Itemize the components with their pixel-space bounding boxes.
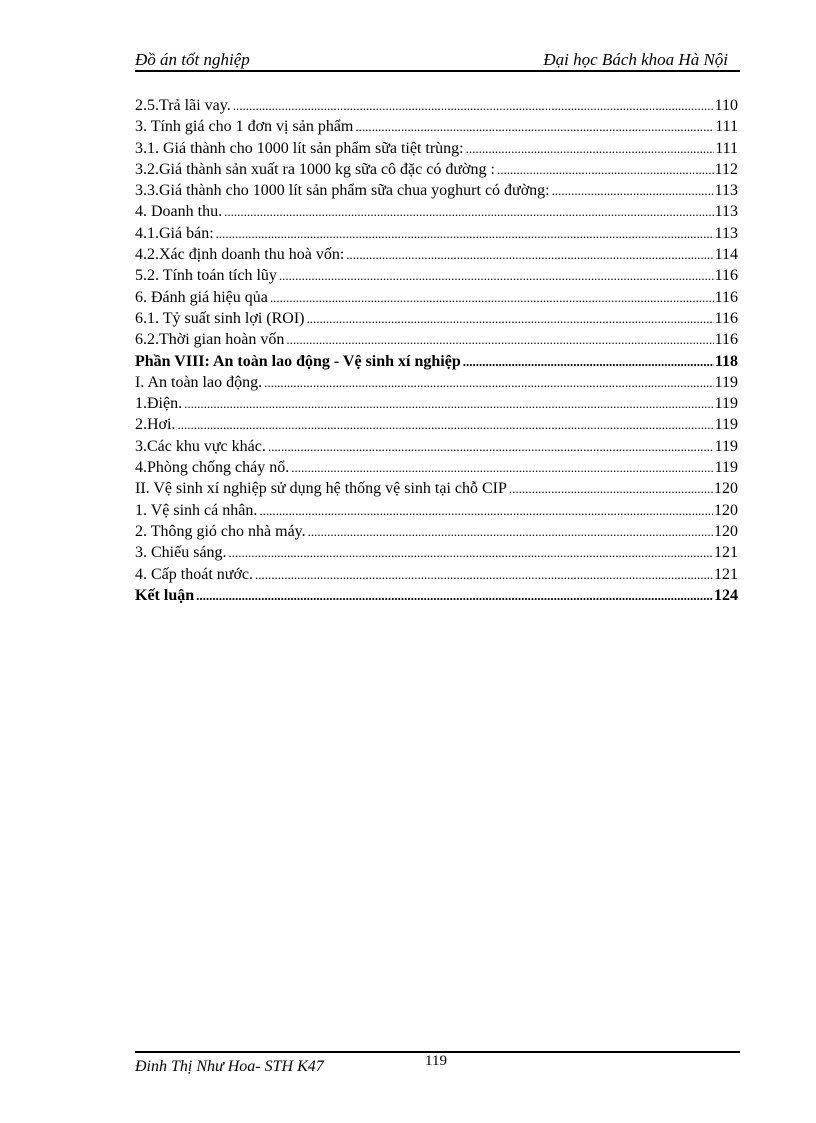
- toc-entry: [135, 566, 738, 587]
- toc-entry: [135, 331, 738, 352]
- toc-entry-page: 113: [714, 224, 738, 242]
- toc-entry: [135, 353, 738, 374]
- toc-entry-page: 113: [714, 203, 738, 221]
- toc-entry: [135, 416, 738, 437]
- toc-entry-page: 121: [714, 565, 738, 583]
- toc-entry-title: Kết luận: [135, 586, 195, 604]
- toc-entry: [135, 118, 738, 139]
- toc-entry-page: 120: [714, 480, 738, 498]
- toc-entry: [135, 225, 738, 246]
- toc-entry: [135, 523, 738, 544]
- toc-entry: [135, 395, 738, 416]
- toc-dot-leader: [233, 98, 714, 114]
- toc-entry-title: 4.2.Xác định doanh thu hoà vốn:: [135, 246, 345, 264]
- toc-entry-title: 1.Điện.: [135, 395, 183, 413]
- header-document-type: Đồ án tốt nghiệp: [135, 50, 250, 69]
- toc-entry-page: 120: [714, 522, 738, 540]
- toc-entry-title: 3.1. Giá thành cho 1000 lít sản phẩm sữa tiệt trùng:: [135, 139, 464, 157]
- toc-dot-leader: [509, 481, 713, 497]
- toc-dot-leader: [255, 567, 713, 583]
- toc-entry: [135, 438, 738, 459]
- toc-entry: [135, 203, 738, 224]
- toc-entry: [135, 161, 738, 182]
- toc-entry-title: 3.2.Giá thành sản xuất ra 1000 kg sữa cô đặc có đường :: [135, 160, 495, 178]
- toc-dot-leader: [268, 439, 714, 455]
- toc-entry: [135, 587, 738, 608]
- toc-dot-leader: [346, 247, 713, 263]
- toc-entry-page: 110: [714, 97, 738, 114]
- toc-entry: [135, 502, 738, 523]
- toc-dot-leader: [307, 311, 714, 327]
- toc-entry-title: 6. Đánh giá hiệu qủa: [135, 288, 268, 306]
- toc-entry-title: 2.5.Trả lãi vay.: [135, 97, 231, 114]
- toc-dot-leader: [270, 290, 714, 306]
- toc-entry-page: 114: [714, 246, 738, 264]
- page-number: 119: [425, 1053, 447, 1069]
- toc-dot-leader: [552, 183, 714, 199]
- toc-dot-leader: [497, 162, 714, 178]
- table-of-contents: [135, 97, 738, 608]
- toc-entry: [135, 97, 738, 118]
- toc-entry: [135, 182, 738, 203]
- toc-entry-title: 4. Cấp thoát nước.: [135, 565, 253, 583]
- toc-entry-page: 119: [714, 416, 738, 434]
- toc-entry-title: 2. Thông gió cho nhà máy.: [135, 522, 306, 540]
- toc-dot-leader: [177, 417, 713, 433]
- toc-entry-title: Phần VIII: An toàn lao động - Vệ sinh xí nghiệp: [135, 352, 461, 370]
- toc-entry-title: 3.Các khu vực khác.: [135, 437, 266, 455]
- toc-entry-page: 116: [714, 288, 738, 306]
- toc-entry-title: 3. Chiếu sáng.: [135, 544, 227, 562]
- toc-entry-title: 3. Tính giá cho 1 đơn vị sản phẩm: [135, 118, 354, 136]
- toc-entry-title: I. An toàn lao động.: [135, 373, 263, 391]
- toc-entry-title: 4.Phòng chống cháy nổ.: [135, 459, 290, 477]
- toc-entry-page: 119: [714, 373, 738, 391]
- toc-entry-title: 6.1. Tỷ suất sinh lợi (ROI): [135, 309, 305, 327]
- toc-entry: [135, 480, 738, 501]
- toc-dot-leader: [286, 332, 713, 348]
- header-university: Đại học Bách khoa Hà Nội: [543, 50, 728, 69]
- toc-entry-page: 116: [714, 331, 738, 349]
- toc-entry-title: 2.Hơi.: [135, 416, 176, 434]
- toc-entry-title: 4.1.Giá bán:: [135, 224, 214, 242]
- footer-author: Đinh Thị Như Hoa- STH K47: [135, 1058, 324, 1075]
- toc-dot-leader: [466, 141, 715, 157]
- toc-dot-leader: [184, 396, 713, 412]
- toc-entry-title: 1. Vệ sinh cá nhân.: [135, 501, 258, 519]
- toc-entry-page: 116: [714, 309, 738, 327]
- toc-dot-leader: [463, 354, 714, 370]
- toc-entry-page: 119: [714, 437, 738, 455]
- toc-entry-page: 124: [714, 586, 738, 604]
- toc-entry: [135, 289, 738, 310]
- toc-entry-page: 111: [715, 139, 738, 157]
- toc-entry-page: 118: [714, 352, 738, 370]
- toc-entry: [135, 246, 738, 267]
- toc-entry-page: 121: [714, 544, 738, 562]
- toc-dot-leader: [264, 375, 714, 391]
- toc-entry: [135, 459, 738, 480]
- toc-entry-page: 116: [714, 267, 738, 285]
- toc-entry: [135, 140, 738, 161]
- toc-dot-leader: [196, 588, 713, 604]
- toc-dot-leader: [229, 545, 713, 561]
- toc-dot-leader: [355, 119, 714, 135]
- toc-dot-leader: [291, 460, 713, 476]
- toc-entry: [135, 267, 738, 288]
- toc-entry-page: 112: [714, 160, 738, 178]
- toc-dot-leader: [216, 226, 714, 242]
- toc-entry: [135, 310, 738, 331]
- toc-entry-title: 4. Doanh thu.: [135, 203, 223, 221]
- toc-dot-leader: [279, 268, 714, 284]
- toc-entry-title: 6.2.Thời gian hoàn vốn: [135, 331, 285, 349]
- toc-dot-leader: [308, 524, 713, 540]
- toc-entry-title: 3.3.Giá thành cho 1000 lít sản phẩm sữa chua yoghurt có đường:: [135, 182, 550, 200]
- toc-entry-page: 119: [714, 395, 738, 413]
- toc-dot-leader: [259, 503, 713, 519]
- page-header: [135, 50, 740, 72]
- toc-dot-leader: [224, 204, 713, 220]
- toc-entry: [135, 544, 738, 565]
- header-divider: [135, 70, 740, 72]
- toc-entry-title: 5.2. Tính toán tích lũy: [135, 267, 277, 285]
- toc-entry-page: 113: [714, 182, 738, 200]
- toc-entry-title: II. Vệ sinh xí nghiệp sử dụng hệ thống vệ sinh tại chỗ CIP: [135, 480, 507, 498]
- toc-entry-page: 111: [715, 118, 738, 136]
- toc-entry-page: 119: [714, 459, 738, 477]
- toc-entry: [135, 374, 738, 395]
- toc-entry-page: 120: [714, 501, 738, 519]
